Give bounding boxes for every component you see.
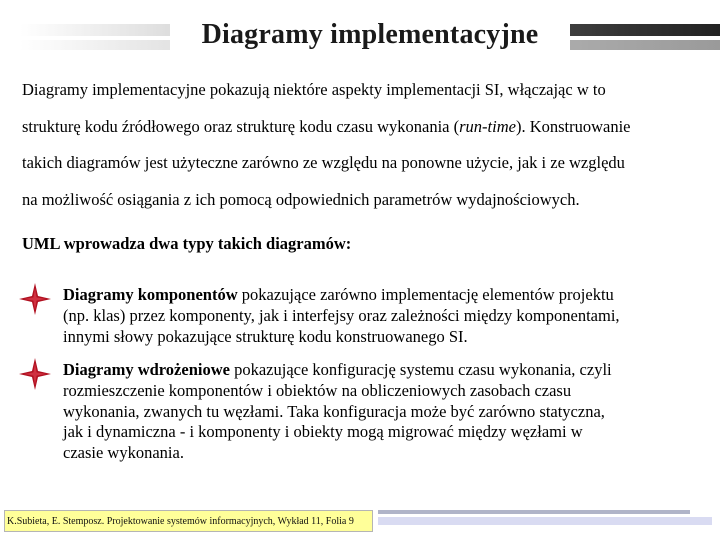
page-title: Diagramy implementacyjne — [201, 19, 539, 50]
bullet-first-line — [63, 285, 693, 306]
bullet-text: pokazujące zarówno implementację elementów projektu — [237, 285, 614, 304]
footer-divider-top — [378, 510, 690, 514]
bullet-line: (np. klas) przez komponenty, jak i interfejsy oraz zależności między komponentami, — [63, 305, 620, 325]
intro-line: na możliwość osiągania z ich pomocą odpowiednich parametrów wydajnościowych. — [22, 189, 580, 209]
title-bar — [20, 18, 720, 52]
title-label-box — [170, 18, 570, 52]
bullet-text: pokazujące konfigurację systemu czasu wykonania, czyli — [229, 360, 612, 379]
bullet-term: Diagramy wdrożeniowe — [63, 360, 230, 379]
intro-paragraph — [22, 72, 704, 218]
bullet-line: innymi słowy pokazujące strukturę kodu konstruowanego SI. — [63, 326, 468, 346]
bullet-term: Diagramy komponentów — [63, 285, 238, 304]
section-subheading: UML wprowadza dwa typy takich diagramów: — [22, 234, 352, 253]
bullet-line: jak i dynamiczna - i komponenty i obiekty mogą migrować między węzłami w — [63, 422, 583, 442]
four-point-star-bullet-icon — [18, 282, 52, 316]
intro-line: takich diagramów jest użyteczne zarówno ze względu na ponowne użycie, jak i ze względu — [22, 153, 625, 172]
footer-divider-bottom — [378, 517, 712, 525]
four-point-star-bullet-icon — [18, 357, 52, 391]
bullet-item — [63, 285, 693, 347]
bullet-line: czasie wykonania. — [63, 443, 184, 463]
intro-line-tail: ). Konstruowanie — [515, 116, 631, 136]
footer-citation: K.Subieta, E. Stemposz. Projektowanie systemów informacyjnych, Wykład 11, Folia 9 — [7, 515, 354, 527]
intro-italic-term: run-time — [459, 116, 516, 136]
bullet-line: wykonania, zwanych tu węzłami. Taka konfiguracja może być zarówno statyczna, — [63, 401, 605, 421]
intro-line: Diagramy implementacyjne pokazują niektóre aspekty implementacji SI, włączając w to — [22, 80, 606, 99]
bullet-line: rozmieszczenie komponentów i obiektów na obliczeniowych zasobach czasu — [63, 380, 572, 400]
footer-citation-box — [4, 510, 373, 532]
intro-line-text: strukturę kodu źródłowego oraz strukturę kodu czasu wykonania ( — [22, 116, 460, 136]
intro-line — [22, 109, 704, 146]
bullet-item — [63, 360, 693, 464]
bullet-first-line — [63, 360, 693, 381]
